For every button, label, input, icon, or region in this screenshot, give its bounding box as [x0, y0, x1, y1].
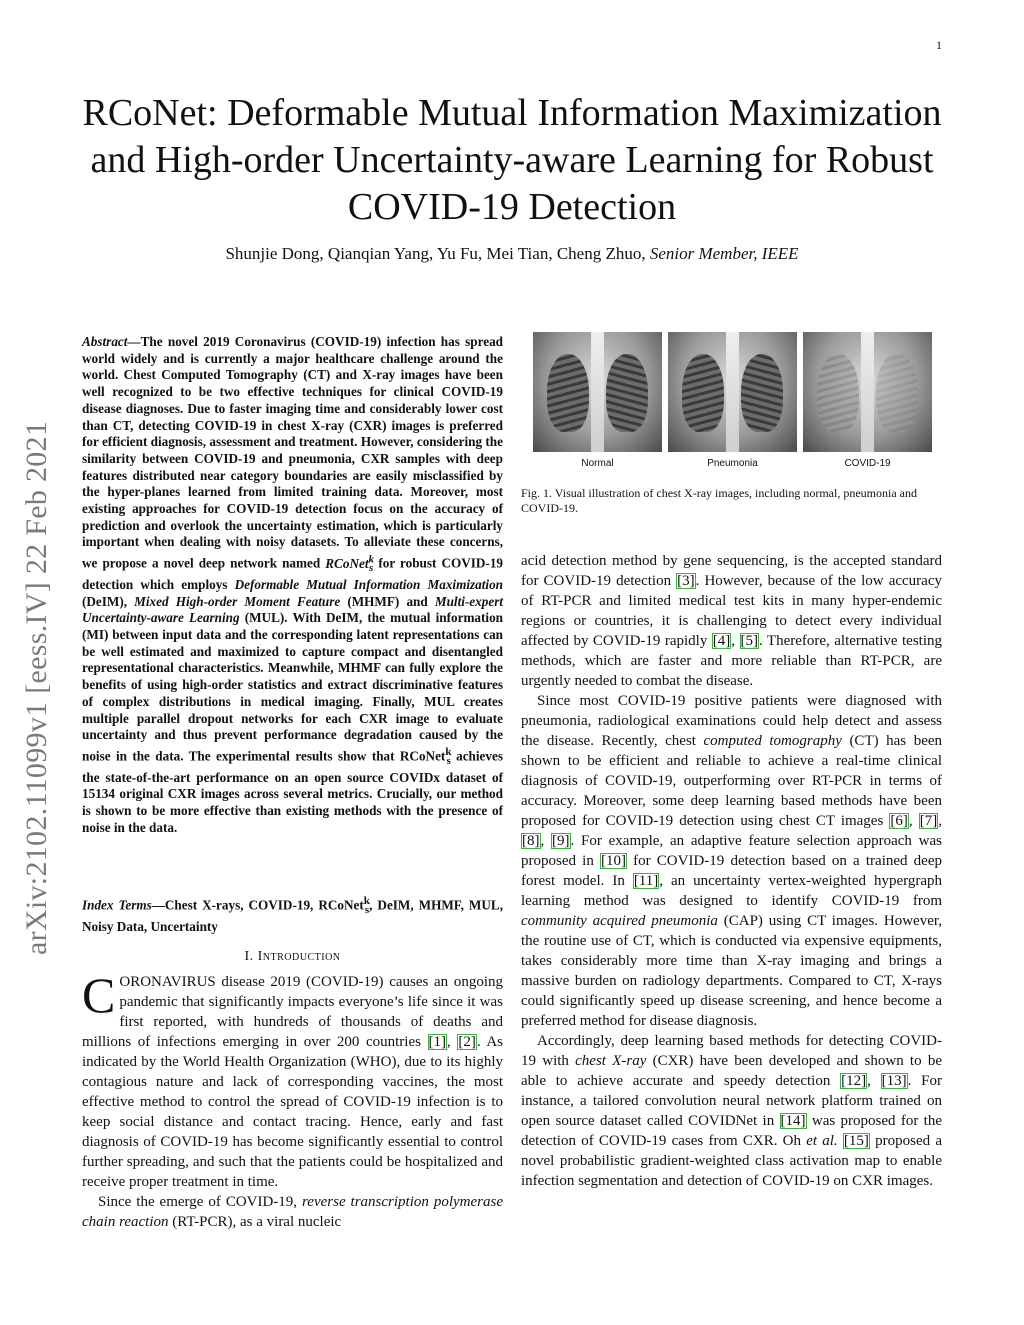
abstract-text-2: for robust COVID-19 detection which employs	[82, 555, 504, 592]
abstract-text-6: achieves the state-of-the-art performance on an open source COVIDx dataset of 15134 original CXR images across several metrics. Crucially, our method is shown to be more effective than existing methods with the presence of noise in the data.	[82, 748, 503, 835]
xray-image-normal	[533, 332, 662, 452]
index-terms-text-a: —Chest X-rays, COVID-19, RCoNet	[151, 897, 364, 913]
figure-1	[533, 332, 933, 470]
citation-link[interactable]: [10]	[600, 853, 626, 869]
index-terms-label: Index Terms	[82, 897, 152, 913]
citation-link[interactable]: [9]	[552, 833, 570, 849]
author-affiliation: Senior Member, IEEE	[649, 244, 799, 263]
figure-label-normal: Normal	[581, 458, 614, 469]
arxiv-identifier: arXiv:2102.11099v1 [eess.IV] 22 Feb 2021	[20, 420, 53, 955]
drop-cap: C	[82, 967, 116, 1023]
citation-link[interactable]: [11]	[633, 873, 659, 889]
abstract-text-1: The novel 2019 Coronavirus (COVID-19) infection has spread world widely and is currently a major healthcare challenge around the world. Chest Computed Tomography (CT) and X-ray images have been well recognized to be two effective techniques for clinical COVID-19 disease diagnoses. Due to faster imaging time and considerably lower cost than CT, detecting COVID-19 in chest X-ray (CXR) images is preferred for efficient diagnosis, assessment and treatment. However, considering the similarity between COVID-19 and pneumonia, CXR samples with deep features distributed near category boundaries are easily misclassified by the hyper-planes learned from limited training data. Moreover, most existing approaches for COVID-19 detection focus on the accuracy of prediction and overlook the uncertainty estimation, which is particularly important when dealing with noisy datasets. To alleviate these concerns, we propose a novel deep network named	[82, 334, 503, 571]
abstract-text-4: (MHMF) and	[340, 593, 435, 609]
introduction-left: CORONAVIRUS disease 2019 (COVID-19) causes an ongoing pandemic that significantly impacts everyone’s life since it was first reported, with hundreds of thousands of deaths and millions of infections emerging in over 200 countries [1], [2]. As indicated by the World Health Organization (WHO), due to its highly contagious nature and lack of corresponding vaccines, the most effective method to control the spread of COVID-19 infection is to keep social distance and contact tracing. Hence, early and fast diagnosis of COVID-19 has become significantly essential to control further spreading, and such that the patients could be hospitalized and receive proper treatment in time. Since the emerge of COVID-19, reverse transcription polymerase chain reaction (RT-PCR), as a viral nucleic	[82, 967, 504, 1230]
deim-name: Deformable Mutual Information Maximization	[234, 576, 503, 592]
math-sub: s	[446, 754, 451, 767]
section-number: I.	[244, 949, 254, 964]
section-heading	[82, 949, 503, 965]
abstract-text-3: (DeIM),	[82, 593, 135, 609]
citation-link[interactable]: [12]	[841, 1073, 867, 1089]
author-list	[80, 244, 944, 264]
abstract-text-5: (MUL). With DeIM, the mutual information (MI) between input data and the corresponding latent representations can be well estimated and maximized to capture compact and disentangled representational characteristics. Meanwhile, MHMF can fully explore the benefits of using high-order statistics and extract discriminative features of complex distributions in medical imaging. Finally, MUL creates multiple parallel dropout networks for each CXR image to evaluate uncertainty and thus prevent performance degradation caused by the noise in the data. The experimental results show that RCoNet	[82, 610, 504, 764]
xray-image-covid	[803, 332, 932, 452]
citation-link[interactable]: [6]	[890, 813, 908, 829]
figure-label-pneumonia: Pneumonia	[707, 458, 758, 469]
mhmf-name: Mixed High-order Moment Feature	[134, 593, 341, 609]
citation-link[interactable]: [1]	[428, 1034, 447, 1050]
figure-label-covid: COVID-19	[844, 458, 891, 469]
paper-title: RCoNet: Deformable Mutual Information Maximization and High-order Uncertainty-aware Learning for Robust COVID-19 Detection	[82, 92, 942, 228]
figure-caption: Fig. 1. Visual illustration of chest X-ray images, including normal, pneumonia and COVID-19.	[521, 486, 917, 515]
citation-link[interactable]: [7]	[919, 813, 938, 829]
index-terms-text-b: , DeIM, MHMF, MUL, Noisy Data, Uncertainty	[82, 897, 503, 934]
index-terms: Index Terms—Chest X-rays, COVID-19, RCoNet$^k_s$, DeIM, MHMF, MUL, Noisy Data, Uncertainty	[82, 895, 503, 934]
citation-link[interactable]: [13]	[881, 1073, 907, 1089]
citation-link[interactable]: [4]	[712, 633, 731, 649]
page-number: 1	[936, 38, 942, 52]
abstract	[82, 334, 503, 836]
mul-name: Multi-expert Uncertainty-aware Learning	[82, 593, 503, 626]
citation-link[interactable]: [5]	[740, 633, 758, 649]
author-names: Shunjie Dong, Qianqian Yang, Yu Fu, Mei Tian, Cheng Zhuo,	[225, 244, 646, 263]
abstract-label: Abstract—	[82, 334, 141, 349]
introduction-right: acid detection method by gene sequencing, is the accepted standard for COVID-19 detection [3]. However, because of the low accuracy of RT-PCR and limited medical test kits in many hyper-endemic regions or countries, it is challenging to detect every individual affected by COVID-19 rapidly [4], [5]. Therefore, alternative testing methods, which are faster and more reliable than RT-PCR, are urgently needed to combat the disease. Since most COVID-19 positive patients were diagnosed with pneumonia, radiological examinations could help detect and assess the disease. Recently, chest computed tomography (CT) has been shown to be efficient and reliable to achieve a real-time clinical diagnosis of COVID-19, outperforming over RT-PCR in terms of accuracy. Moreover, some deep learning based methods have been proposed for COVID-19 detection using chest CT images [6], [7], [8], [9]. For example, an adaptive feature selection approach was proposed in [10] for COVID-19 detection based on a trained deep forest model. In [11], an uncertainty vertex-weighted hypergraph learning method was designed to identify COVID-19 from community acquired pneumonia (CAP) using CT images. However, the routine use of CT, which is conducted via expensive equipments, takes considerably more time than X-ray imaging and brings a massive burden on radiology departments. Compared to CT, X-rays could significantly speed up disease screening, and hence become a preferred method for disease diagnosis. Accordingly, deep learning based methods for detecting COVID-19 with chest X-ray (CXR) have been developed and shown to be able to achieve accurate and speedy detection [12], [13]. For instance, a tailored convolution neural network platform trained on open source dataset called COVIDNet in [14] was proposed for the detection of COVID-19 cases from CXR. Oh et al. [15] proposed a novel probabilistic gradient-weighted class activation map to enable infection segmentation and detection of COVID-19 on CXR images.	[521, 553, 943, 1189]
citation-link[interactable]: [3]	[677, 573, 695, 589]
citation-link[interactable]: [8]	[522, 833, 540, 849]
citation-link[interactable]: [14]	[780, 1113, 806, 1129]
section-title: Introduction	[257, 949, 341, 964]
xray-image-pneumonia	[668, 332, 797, 452]
citation-link[interactable]: [15]	[843, 1133, 869, 1149]
math-sup: k	[445, 745, 452, 758]
model-name: RCoNet$^k_s$	[325, 553, 374, 575]
citation-link[interactable]: [2]	[458, 1034, 476, 1050]
